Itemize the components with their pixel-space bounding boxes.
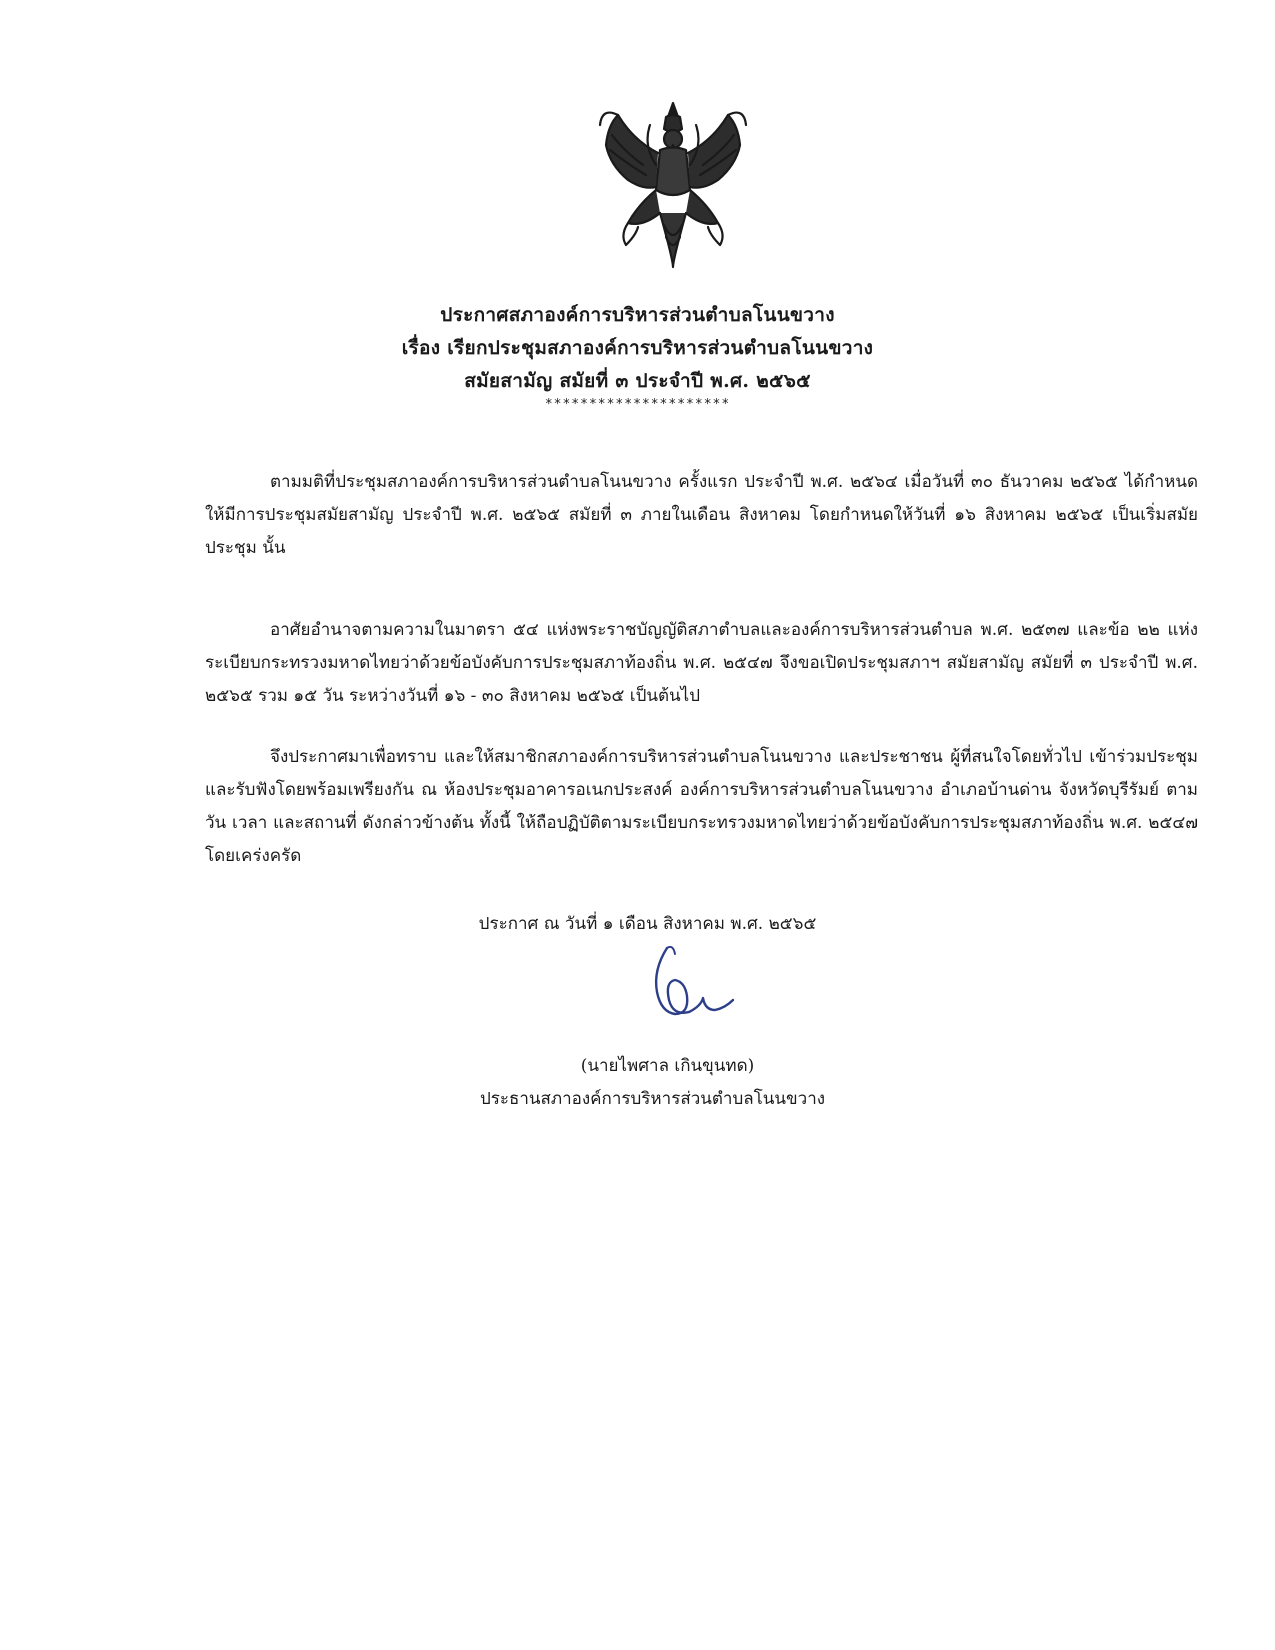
announcement-date: ประกาศ ณ วันที่ ๑ เดือน สิงหาคม พ.ศ. ๒๕๖๕ [478, 914, 817, 934]
signer-title: ประธานสภาองค์การบริหารส่วนตำบลโนนขวาง [479, 1089, 826, 1109]
body-paragraph-2: อาศัยอำนาจตามความในมาตรา ๕๔ แห่งพระราชบัญญัติสภาตำบลและองค์การบริหารส่วนตำบล พ.ศ. ๒๕๓๗ และข้อ ๒๒ แห่งระเบียบกระทรวงมหาดไทยว่าด้วยข้อบังคับการประชุมสภาท้องถิ่น พ.ศ. ๒๕๔๗ จึงขอเปิดประชุมสภาฯ สมัยสามัญ สมัยที่ ๓ ประจำปี พ.ศ. ๒๕๖๕ รวม ๑๕ วัน ระหว่างวันที่ ๑๖ - ๓๐ สิงหาคม ๒๕๖๕ เป็นต้นไป [205, 620, 1198, 706]
body-paragraph-3: จึงประกาศมาเพื่อทราบ และให้สมาชิกสภาองค์การบริหารส่วนตำบลโนนขวาง และประชาชน ผู้ที่สนใจโดยทั่วไป เข้าร่วมประชุมและรับฟังโดยพร้อมเพรียงกัน ณ ห้องประชุมอาคารอเนกประสงค์ องค์การบริหารส่วนตำบลโนนขวาง อำเภอบ้านด่าน จังหวัดบุรีรัมย์ ตามวัน เวลา และสถานที่ ดังกล่าวข้างต้น ทั้งนี้ ให้ถือปฏิบัติตามระเบียบกระทรวงมหาดไทยว่าด้วยข้อบังคับการประชุมสภาท้องถิ่น พ.ศ. ๒๕๔๗ โดยเคร่งครัด [205, 747, 1198, 866]
signer-name: (นายไพศาล เกินขุนทด) [580, 1056, 755, 1076]
separator-line: ********************* [544, 397, 731, 412]
announcement-subject: เรื่อง เรียกประชุมสภาองค์การบริหารส่วนตำบลโนนขวาง [401, 337, 874, 359]
announcement-title: ประกาศสภาองค์การบริหารส่วนตำบลโนนขวาง [440, 304, 835, 326]
body-paragraph-1: ตามมติที่ประชุมสภาองค์การบริหารส่วนตำบลโนนขวาง ครั้งแรก ประจำปี พ.ศ. ๒๕๖๔ เมื่อวันที่ ๓๐ ธันวาคม ๒๕๖๕ ได้กำหนดให้มีการประชุมสมัยสามัญ ประจำปี พ.ศ. ๒๕๖๕ สมัยที่ ๓ ภายในเดือน สิงหาคม โดยกำหนดให้วันที่ ๑๖ สิงหาคม ๒๕๖๕ เป็นเริ่มสมัยประชุม นั้น [205, 472, 1198, 558]
handwritten-signature-icon [645, 940, 745, 1030]
garuda-emblem-icon [598, 95, 748, 270]
announcement-session: สมัยสามัญ สมัยที่ ๓ ประจำปี พ.ศ. ๒๕๖๕ [464, 370, 811, 392]
